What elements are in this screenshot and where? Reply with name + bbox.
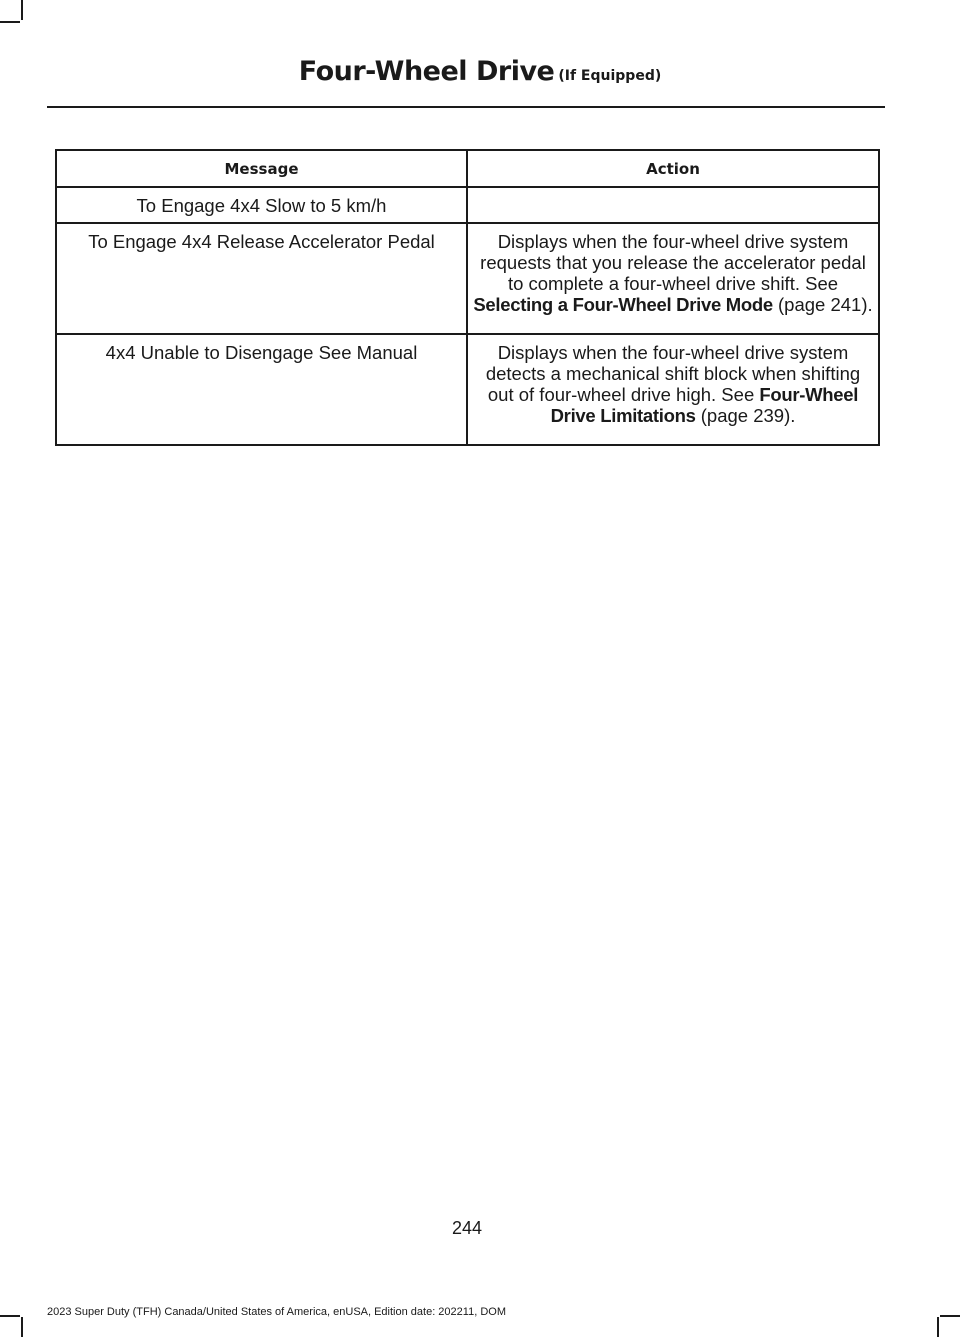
column-header-action: Action <box>467 150 879 187</box>
table-row <box>56 223 879 334</box>
crop-mark <box>0 1315 20 1317</box>
action-text: Displays when the four-wheel drive system requests that you release the accelerator pedal to complete a four-wheel drive shift. See <box>480 231 866 294</box>
page-subtitle: (If Equipped) <box>558 68 662 84</box>
crop-mark <box>21 1317 23 1337</box>
crop-mark <box>21 0 23 20</box>
page-number: 244 <box>451 1218 483 1238</box>
message-cell: 4x4 Unable to Disengage See Manual <box>56 334 467 445</box>
table-row <box>56 187 879 223</box>
message-table <box>55 149 880 446</box>
action-cell <box>467 223 879 334</box>
page-header <box>0 56 960 87</box>
cross-reference-link[interactable]: Selecting a Four-Wheel Drive Mode <box>473 294 773 315</box>
action-cell <box>467 187 879 223</box>
table-row <box>56 334 879 445</box>
message-cell: To Engage 4x4 Release Accelerator Pedal <box>56 223 467 334</box>
column-header-message: Message <box>56 150 467 187</box>
page-title: Four-Wheel Drive <box>298 56 555 87</box>
cross-reference-link[interactable]: Four-Wheel Drive Limitations <box>550 384 859 426</box>
crop-mark <box>0 21 20 23</box>
action-text: Displays when the four-wheel drive system detects a mechanical shift block when shifting out of four-wheel drive high. See <box>485 342 861 405</box>
message-cell: To Engage 4x4 Slow to 5 km/h <box>56 187 467 223</box>
page-reference: (page 239). <box>695 405 796 426</box>
footer-edition-info: 2023 Super Duty (TFH) Canada/United States of America, enUSA, Edition date: 202211, DOM <box>47 1306 506 1318</box>
page-reference: (page 241). <box>772 294 873 315</box>
table-header-row <box>56 150 879 187</box>
action-cell <box>467 334 879 445</box>
crop-mark <box>937 1317 939 1337</box>
crop-mark <box>940 1315 960 1317</box>
header-divider <box>47 106 885 108</box>
